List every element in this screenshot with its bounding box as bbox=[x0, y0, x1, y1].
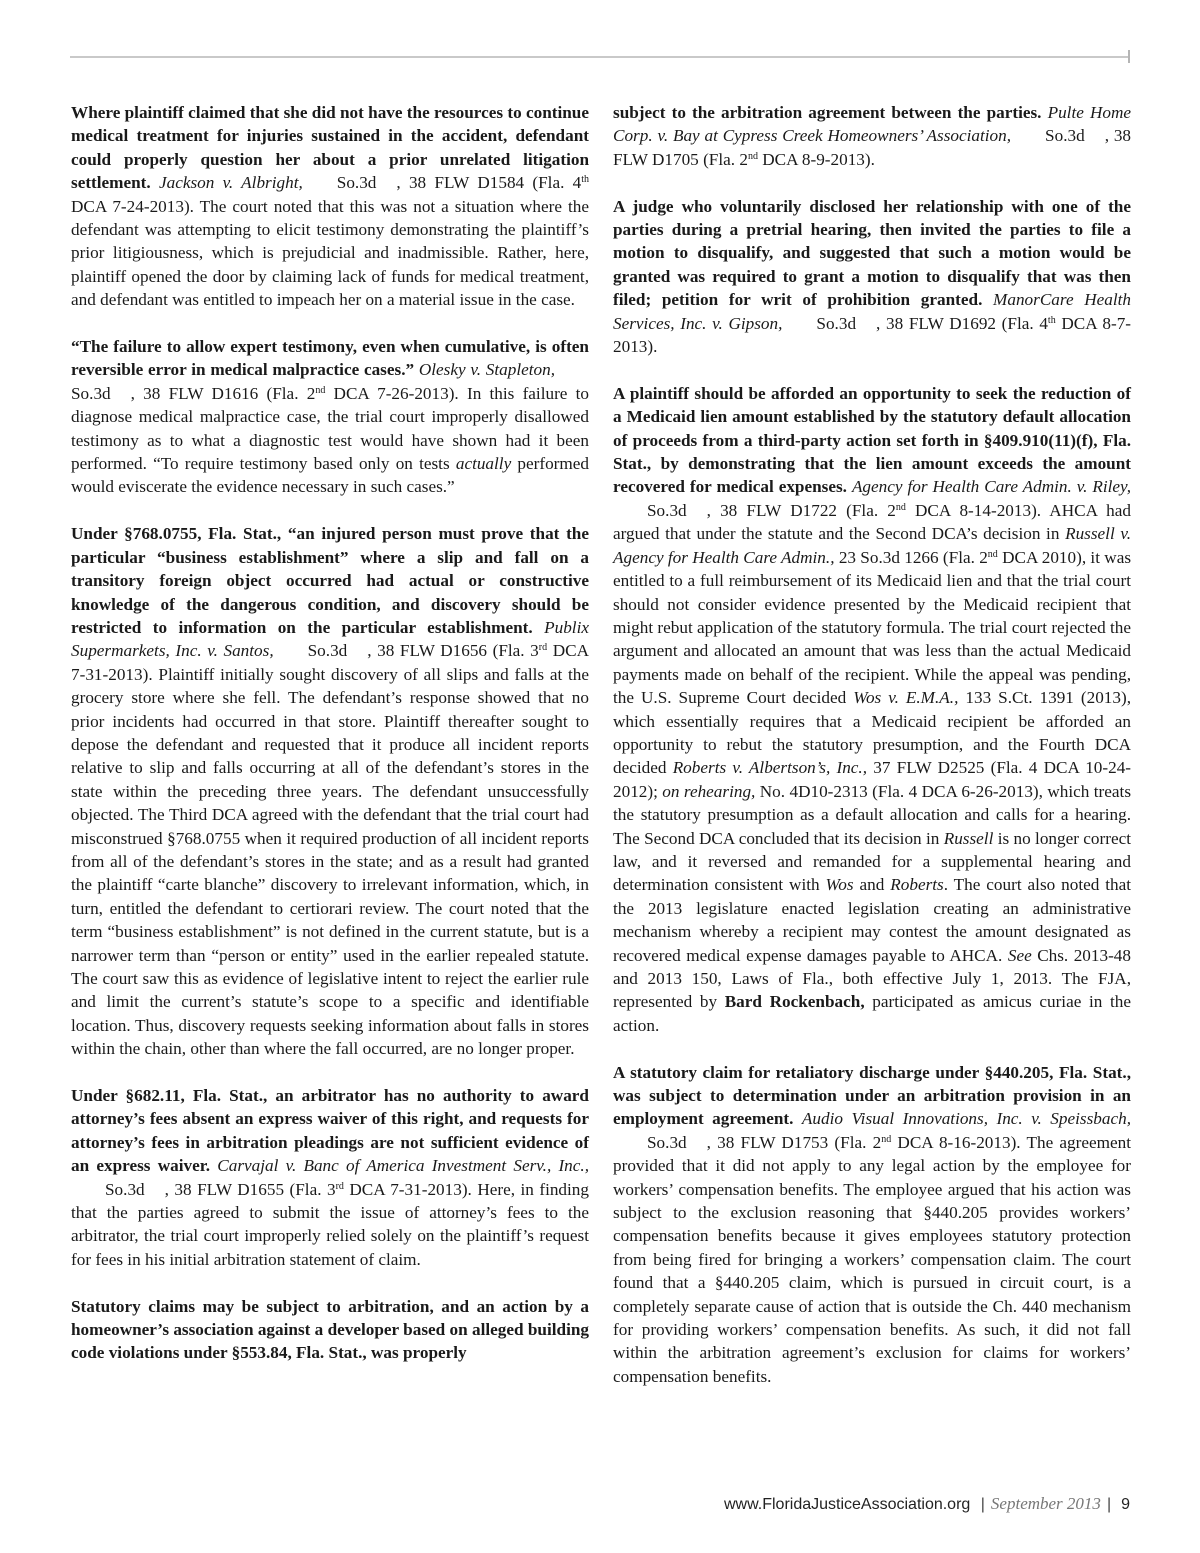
headnote: Under §682.11, Fla. Stat., an arbitrator has no authority to award attorney’s fees absent an express waiver of this right, and requests for attorney’s fees in arbitration pleadings are not sufficient evidence of an express waiver. bbox=[71, 1086, 589, 1176]
case-name: Publix Supermarkets, Inc. v. Santos, bbox=[71, 617, 589, 661]
headnote: subject to the arbitration agreement between the parties. bbox=[613, 103, 1042, 122]
page-footer bbox=[724, 1494, 1130, 1514]
website-link[interactable]: www.FloridaJusticeAssociation.org bbox=[723, 1496, 971, 1513]
summary-body: The agreement provided that it did not apply to any legal action by the employee for workers’ compensation benefits. The employee argued that his action was subject to the exclusion reasoning that §440.205 provides workers’ compensation benefits because it gives employees statutory protection from being fired for bringing a workers’ compensation claim. The court found that a §440.205 claim, which is pursued in circuit court, is a completely separate cause of action that is outside the Ch. 440 mechanism for providing workers’ compensation benefits. As such, it did not fall within the arbitration agreement’s exclusion for claims for workers’ compensation benefits. bbox=[613, 1132, 1131, 1386]
case-name: Olesky v. Stapleton, bbox=[418, 360, 556, 380]
case-name: Pulte Home Corp. v. Bay at Cypress Creek Homeowners’ Association, bbox=[613, 103, 1131, 146]
headnote: A judge who voluntarily disclosed her relationship with one of the parties during a pretrial hearing, then invited the parties to file a motion to disqualify, and suggested that such a motion would be granted was required to grant a motion to disqualify that was then filed; petition for writ of prohibition granted. bbox=[613, 196, 1131, 310]
case-summary-jackson: Where plaintiff claimed that she did not have the resources to continue medical treatment for injuries sustained in the accident, defendant could properly question her about a prior unrelated litigation settlement. Jackson v. Albright, So.3d , 38 FLW D1584 (Fla. 4th DCA 7-24-2013). The court noted that this was not a situation where the defendant was attempting to elicit testimony demonstrating the plaintiff’s prior litigiousness, which is prejudicial and inadmissible. Rather, here, plaintiff opened the door by claiming lack of funds for medical treatment, and defendant was entitled to impeach her on a material issue in the case. bbox=[71, 103, 589, 310]
headnote: “The failure to allow expert testimony, even when cumulative, is often reversible error in medical malpractice cases.” bbox=[71, 337, 589, 380]
headnote: A statutory claim for retaliatory discharge under §440.205, Fla. Stat., was subject to determination under an arbitration provision in an employment agreement. bbox=[613, 1062, 1131, 1129]
case-name: Carvajal v. Banc of America Investment Serv., Inc., bbox=[217, 1156, 589, 1176]
case-summary-publix: Under §768.0755, Fla. Stat., “an injured person must prove that the particular “business establishment” where a slip and fall on a transitory foreign object occurred had actual or constructive knowledge of the dangerous condition, and discovery should be restricted to information on the particular establishment. Publix Supermarkets, Inc. v. Santos, So.3d , 38 FLW D1656 (Fla. 3rd DCA 7-31-2013). Plaintiff initially sought discovery of all slips and falls at the grocery store where she fell. The defendant’s response showed that no prior incidents had occurred in that store. Plaintiff thereafter sought to depose the defendant and requested that it produce all incident reports relative to slip and falls occurring at all of the defendant’s stores in the state within the preceding three years. The defendant unsuccessfully objected. The Third DCA agreed with the defendant that the trial court had misconstrued §768.0755 when it required production of all incident reports from all of the defendant’s stores in the state; and as a result had granted the plaintiff “carte blanche” discovery to irrelevant information, which, in turn, entitled the defendant to certiorari review. The court noted that the term “business establishment” is not defined in the current statute, but is a narrower term than “person or entity” used in the earlier repealed statute. The court saw this as evidence of legislative intent to reject the earlier rule and limit the current’s statute’s scope to a specific and identifiable location. Thus, discovery requests seeking information about falls in stores within the chain, other than where the fall occurred, are no longer proper. bbox=[71, 524, 590, 1059]
case-summary-riley: A plaintiff should be afforded an opportunity to seek the reduction of a Medicaid lien amount established by the statutory default allocation of proceeds from a third-party action set forth in §409.910(11)(f), Fla. Stat., by demonstrating that the lien amount exceeds the amount recovered for medical expenses. Agency for Health Care Admin. v. Riley,So.3d , 38 FLW D1722 (Fla. 2nd DCA 8-14-2013). AHCA had argued that under the statute and the Second DCA’s decision in Russell v. Agency for Health Care Admin., 23 So.3d 1266 (Fla. 2nd DCA 2010), it was entitled to a full reimbursement of its Medicaid lien and that the trial court should not consider evidence presented by the Medicaid recipient that might rebut application of the statutory formula. The trial court rejected the argument and allocated an amount that was less than the actual Medicaid payments made on behalf of the recipient. While the appeal was pending, the U.S. Supreme Court decided Wos v. E.M.A., 133 S.Ct. 1391 (2013), which essentially requires that a Medicaid recipient be afforded an opportunity to rebut the statutory presumption, and the Fourth DCA decided Roberts v. Albertson’s, Inc., 37 FLW D2525 (Fla. 4 DCA 10-24-2012); on rehearing, No. 4D10-2313 (Fla. 4 DCA 6-26-2013), which treats the statutory presumption as a default allocation and calls for a hearing. The Second DCA concluded that its decision in Russell is no longer correct law, and it reversed and remanded for a supplemental hearing and determination consistent with Wos and Roberts. The court also noted that the 2013 legislature enacted legislation creating an administrative mechanism whereby a recipient may contest the amount designated as recovered medical expense damages payable to AHCA. See Chs. 2013-48 and 2013 150, Laws of Fla., both effective July 1, 2013. The FJA, represented by Bard Rockenbach, participated as amicus curiae in the action. bbox=[613, 383, 1132, 1035]
page-number: 9 bbox=[1121, 1496, 1130, 1513]
summary-body: The court noted that this was not a situation where the defendant was attempting to elicit testimony demonstrating the plaintiff’s prior litigiousness, which is prejudicial and inadmissible. Rather, here, plaintiff opened the door by claiming lack of funds for medical treatment, and defendant was entitled to impeach her on a material issue in the case. bbox=[71, 196, 589, 310]
summary-body: Plaintiff initially sought discovery of all slips and falls at the grocery store where she fell. The defendant’s response showed that no prior incidents had occurred in that store. Plaintiff thereafter sought to depose the defendant and requested that it produce all incident reports relative to slip and falls occurring at all of the defendant’s stores in the state within the preceding three years. The defendant unsuccessfully objected. The Third DCA agreed with the defendant that the trial court had misconstrued §768.0755 when it required production of all incident reports from all of the defendant’s stores in the state; and as a result had granted the plaintiff “carte blanche” discovery to irrelevant information, which, in turn, entitled the defendant to certiorari review. The court noted that the term “business establishment” is not defined in the current statute, but is a narrower term than “person or entity” used in the earlier repealed statute. The court saw this as evidence of legislative intent to reject the earlier rule and limit the current’s statute’s scope to a specific and identifiable location. Thus, discovery requests seeking information about falls in stores within the chain, other than where the fall occurred, are no longer proper. bbox=[71, 664, 589, 1059]
case-summary-olesky: “The failure to allow expert testimony, even when cumulative, is often reversible error in medical malpractice cases.” Olesky v. Stapleton,So.3d , 38 FLW D1616 (Fla. 2nd DCA 7-26-2013). In this failure to diagnose medical malpractice case, the trial court improperly disallowed testimony as to what a diagnostic test would have shown had it been performed. “To require testimony based only on tests actually performed would eviscerate the evidence necessary in such cases.” bbox=[71, 337, 590, 497]
summary-body: Here, in finding that the parties agreed to submit the issue of attorney’s fees to the arbitrator, the trial court improperly relied solely on the plaintiff’s request for fees in his initial arbitration statement of claim. bbox=[71, 1179, 589, 1269]
case-name: Jackson v. Albright, bbox=[158, 173, 303, 193]
case-name: ManorCare Health Services, Inc. v. Gipson, bbox=[613, 290, 1132, 333]
headnote: A plaintiff should be afforded an opportunity to seek the reduction of a Medicaid lien amount established by the statutory default allocation of proceeds from a third-party action set forth in §409.910(11)(f), Fla. Stat., by demonstrating that the lien amount exceeds the amount recovered for medical expenses. bbox=[613, 383, 1131, 497]
header-rule-cap bbox=[1128, 50, 1130, 63]
headnote: Under §768.0755, Fla. Stat., “an injured person must prove that the particular “business establishment” where a slip and fall on a transitory foreign object occurred had actual or constructive knowledge of the dangerous condition, and discovery should be restricted to information on the particular establishment. bbox=[71, 524, 589, 637]
headnote: Where plaintiff claimed that she did not have the resources to continue medical treatment for injuries sustained in the accident, defendant could properly question her about a prior unrelated litigation settlement. bbox=[71, 103, 589, 193]
footer-separator: | bbox=[980, 1496, 985, 1513]
issue-date: September 2013 bbox=[990, 1494, 1101, 1513]
attorney-name: Bard Rockenbach, bbox=[724, 992, 865, 1012]
case-summary-pulte-end: subject to the arbitration agreement between the parties. Pulte Home Corp. v. Bay at Cypress Creek Homeowners’ Association, So.3d , 38 FLW D1705 (Fla. 2nd DCA 8-9-2013). bbox=[613, 103, 1132, 169]
case-summary-audio-visual: A statutory claim for retaliatory discharge under §440.205, Fla. Stat., was subject to determination under an arbitration provision in an employment agreement. Audio Visual Innovations, Inc. v. Speissbach,So.3d , 38 FLW D1753 (Fla. 2nd DCA 8-16-2013). The agreement provided that it did not apply to any legal action by the employee for workers’ compensation benefits. The employee argued that his action was subject to the exclusion reasoning that §440.205 provides workers’ compensation benefits because it gives employees statutory protection from being fired for bringing a workers’ compensation claim. The court found that a §440.205 claim, which is pursued in circuit court, is a completely separate cause of action that is outside the Ch. 440 mechanism for providing workers’ compensation benefits. As such, it did not fall within the arbitration agreement’s exclusion for claims for workers’ compensation benefits. bbox=[613, 1062, 1131, 1386]
right-column bbox=[613, 101, 1131, 1412]
case-summary-pulte-start bbox=[71, 1295, 589, 1365]
footer-separator: | bbox=[1106, 1496, 1112, 1513]
left-column bbox=[71, 101, 589, 1388]
headnote: Statutory claims may be subject to arbitration, and an action by a homeowner’s association against a developer based on alleged building code violations under §553.84, Fla. Stat., was properly bbox=[71, 1296, 589, 1363]
case-summary-carvajal: Under §682.11, Fla. Stat., an arbitrator has no authority to award attorney’s fees absent an express waiver of this right, and requests for attorney’s fees in arbitration pleadings are not sufficient evidence of an express waiver. Carvajal v. Banc of America Investment Serv., Inc.,So.3d , 38 FLW D1655 (Fla. 3rd DCA 7-31-2013). Here, in finding that the parties agreed to submit the issue of attorney’s fees to the arbitrator, the trial court improperly relied solely on the plaintiff’s request for fees in his initial arbitration statement of claim. bbox=[71, 1086, 589, 1269]
header-rule bbox=[70, 56, 1130, 58]
case-name: Agency for Health Care Admin. v. Riley, bbox=[851, 477, 1132, 497]
case-summary-manorcare: A judge who voluntarily disclosed her relationship with one of the parties during a pretrial hearing, then invited the parties to file a motion to disqualify, and suggested that such a motion would be granted was required to grant a motion to disqualify that was then filed; petition for writ of prohibition granted. ManorCare Health Services, Inc. v. Gipson, So.3d , 38 FLW D1692 (Fla. 4th DCA 8-7-2013). bbox=[613, 196, 1132, 357]
case-name: Audio Visual Innovations, Inc. v. Speissbach, bbox=[801, 1109, 1131, 1129]
